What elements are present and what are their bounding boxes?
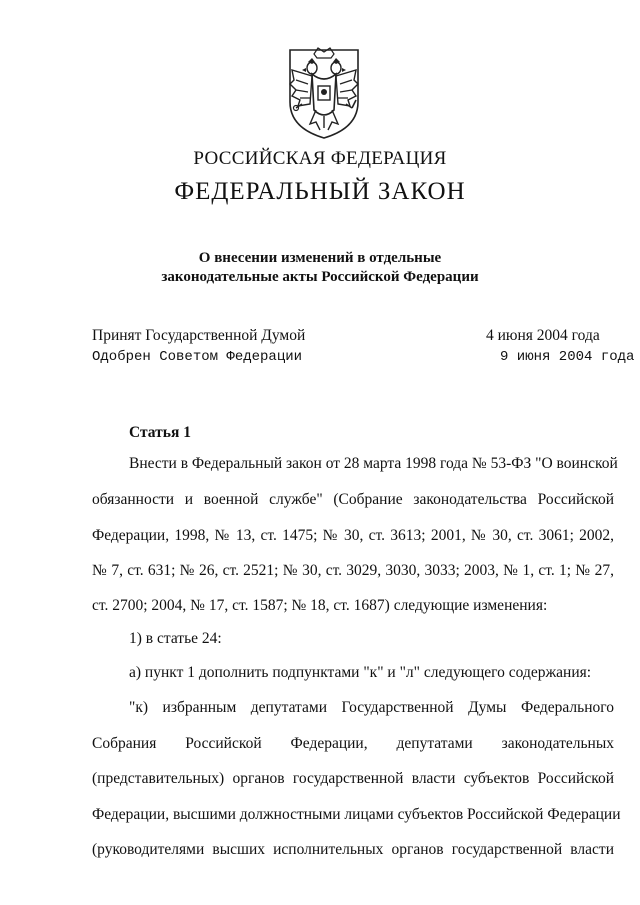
country-name: РОССИЙСКАЯ ФЕДЕРАЦИЯ: [193, 148, 447, 169]
article-line: Собрания Российской Федерации, депутатами законодательных: [92, 735, 614, 752]
law-title-line-2: законодательные акты Российской Федерации: [161, 269, 479, 285]
article-line: обязанности и военной службе" (Собрание законодательства Российской: [92, 491, 614, 508]
article-line: (представительных) органов государственной власти субъектов Российской: [92, 770, 614, 787]
approved-date: 9 июня 2004 года: [500, 349, 635, 365]
coat-of-arms-emblem: [284, 44, 364, 140]
double-headed-eagle-icon: [284, 44, 364, 140]
article-line: Внести в Федеральный закон от 28 марта 1998 года № 53-ФЗ "О воинской: [129, 455, 618, 472]
article-line: ст. 2700; 2004, № 17, ст. 1587; № 18, ст. 1687) следующие изменения:: [92, 597, 548, 614]
article-line: а) пункт 1 дополнить подпунктами "к" и "л" следующего содержания:: [129, 664, 592, 681]
article-heading: Статья 1: [129, 424, 191, 441]
article-line: № 7, ст. 631; № 26, ст. 2521; № 30, ст. 3029, 3030, 3033; 2003, № 1, ст. 1; № 27,: [92, 562, 614, 579]
article-line: "к) избранным депутатами Государственной Думы Федерального: [129, 699, 614, 716]
article-line: 1) в статье 24:: [129, 630, 222, 647]
article-line: Федерации, 1998, № 13, ст. 1475; № 30, ст. 3613; 2001, № 30, ст. 3061; 2002,: [92, 527, 614, 544]
approved-label: Одобрен Советом Федерации: [92, 349, 303, 365]
document-type: ФЕДЕРАЛЬНЫЙ ЗАКОН: [174, 178, 466, 205]
adopted-date: 4 июня 2004 года: [486, 327, 600, 344]
article-line: Федерации, высшими должностными лицами субъектов Российской Федерации: [92, 806, 621, 823]
law-title-line-1: О внесении изменений в отдельные: [198, 250, 442, 266]
adopted-label: Принят Государственной Думой: [92, 327, 306, 344]
article-line: (руководителями высших исполнительных органов государственной власти: [92, 841, 614, 858]
